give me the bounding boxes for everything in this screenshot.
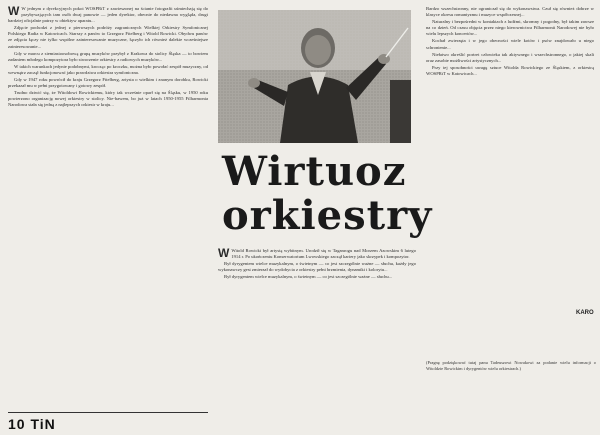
acknowledgement-note: (Pragnę podziękować tutaj panu Tadeuszowi Nowakowi za podanie wielu informacji o Witoldzie Rowickim i dyrygentów wielu orkiestrach.) — [426, 360, 596, 371]
paragraph: W takich warunkach jedynie podobnymi, krocząc po kroczku, można było powołać zespół muzyczny, od wewnątrz zaczął funkcjonować jako prawdziwa orkiestra symfoniczna. — [8, 63, 208, 75]
author-signature: KARO — [576, 310, 594, 316]
footer-rule — [8, 412, 208, 413]
conductor-photo — [218, 10, 411, 143]
paragraph: Przy tej sposobności uwagę sztuce Witolda Rowickiego ze Śląskiem, z orkiestrą WOSPRiT w Katowicach... — [426, 64, 594, 76]
paragraph: Zdjęcie pochodzi z jednej z pierwszych podróży zagranicznych Wielkiej Orkiestry Symfonicznej Polskiego Radia w Katowicach. Starszy z panów to Grzegorz Fitelberg i Witold Rowicki. Obydwu panów ze zdjęcia łączy nie tylko wspólne zainteresowanie muzyczne, łączyło ich również dalekie wcześniejsze zainteresowanie... — [8, 25, 208, 49]
article-headline — [222, 148, 433, 239]
paragraph: Był dyrygentem wielce muzykalnym, o świetnym — co jest szczególnie ważne — słuchu... — [224, 274, 393, 280]
article-column-2 — [218, 248, 416, 431]
drop-cap: W — [218, 248, 230, 260]
paragraph: Gdy w marcu z siemiastoosobową grupą muzyków przybył z Krakowa do stolicy Śląska — to bowiem zadaniem młodego kompozytora było stworzenie orkiestry z radiowych muzyków... — [8, 50, 208, 62]
paragraph: Był dyrygentem wielce muzykalnym, o świetnym — co jest szczególnie ważne — słuchu, każdy jego wykonawczy gest zmierzał do wydobycia z orkiestry pełni brzmienia, dynamiki i kolorytu... — [218, 261, 416, 273]
drop-cap: W — [8, 6, 20, 18]
page-number: 10 — [8, 416, 26, 432]
article-column-1 — [8, 6, 208, 411]
photo-illustration — [218, 10, 411, 143]
headline-line-2: orkiestry — [222, 192, 433, 239]
paragraph: Gdy w 1947 roku powrócił do kraju Grzegorz Fitelberg, artysta o wielkim i znanym dorobku, Rowicki przekazał mu w pełni przygotowany i gotowy zespół. — [8, 77, 208, 89]
paragraph: Kochał zwierzęta i w jego obecności wiele kotów i psów znajdowało u niego schronienie... — [426, 38, 594, 50]
paragraph: Trudno dziwić się, że Witoldowi Rowickiemu, który tak wcześnie oparł się na Śląsku, w 1950 roku powierzono organizację nowej orkiestry w stolicy. Nie-bawem, bo już w latach 1950-1955 Filharmonia Narodowa stała się jedną z najlepszych orkiestr w kraju... — [8, 90, 208, 108]
headline-line-1: Wirtuoz — [222, 148, 407, 195]
paragraph: W jednym z dyrekcyjnych pokoi WOSPRiT z zawieszonej na ścianie fotografii uśmiechają się do przybywających tam osób dwaj panowie — jeden dyrektor, obecnie do niedawna wygląda, drugi bardziej oficjalnie patrzy w obiektyw aparatu... — [8, 6, 208, 24]
paragraph: Witold Rowicki był artystą wybitnym. Urodził się w Taganrogu nad Morzem Azowskim 6 lutego 1914 r. Po ukończeniu Konserwatorium Lwowskiego zaczął kariery jako skrzypek i kompozytor. — [231, 248, 416, 260]
magazine-name: TiN — [30, 416, 56, 432]
paragraph: Niełatwo określić portret człowieka tak aktywnego i wszechstronnego, o jakiej skali oraz zasobie możliwości artystycznych... — [426, 51, 594, 63]
article-column-3 — [426, 6, 594, 356]
page-footer — [8, 416, 56, 432]
paragraph: Naturalny i bezpośredni w kontaktach z ludźmi, skromny i pogodny, był takim zawsze na co dzień. Od czasu objęcia przez niego kierownictwa Filharmonii Narodowej nie było wielu lepszych koncertów... — [426, 19, 594, 37]
paragraph: Bardzo wszechstronny, nie ograniczał się do wykonawstwa. Czuł się również dobrze w klasyce okresu romantyzmu i muzyce współczesnej... — [426, 6, 594, 18]
